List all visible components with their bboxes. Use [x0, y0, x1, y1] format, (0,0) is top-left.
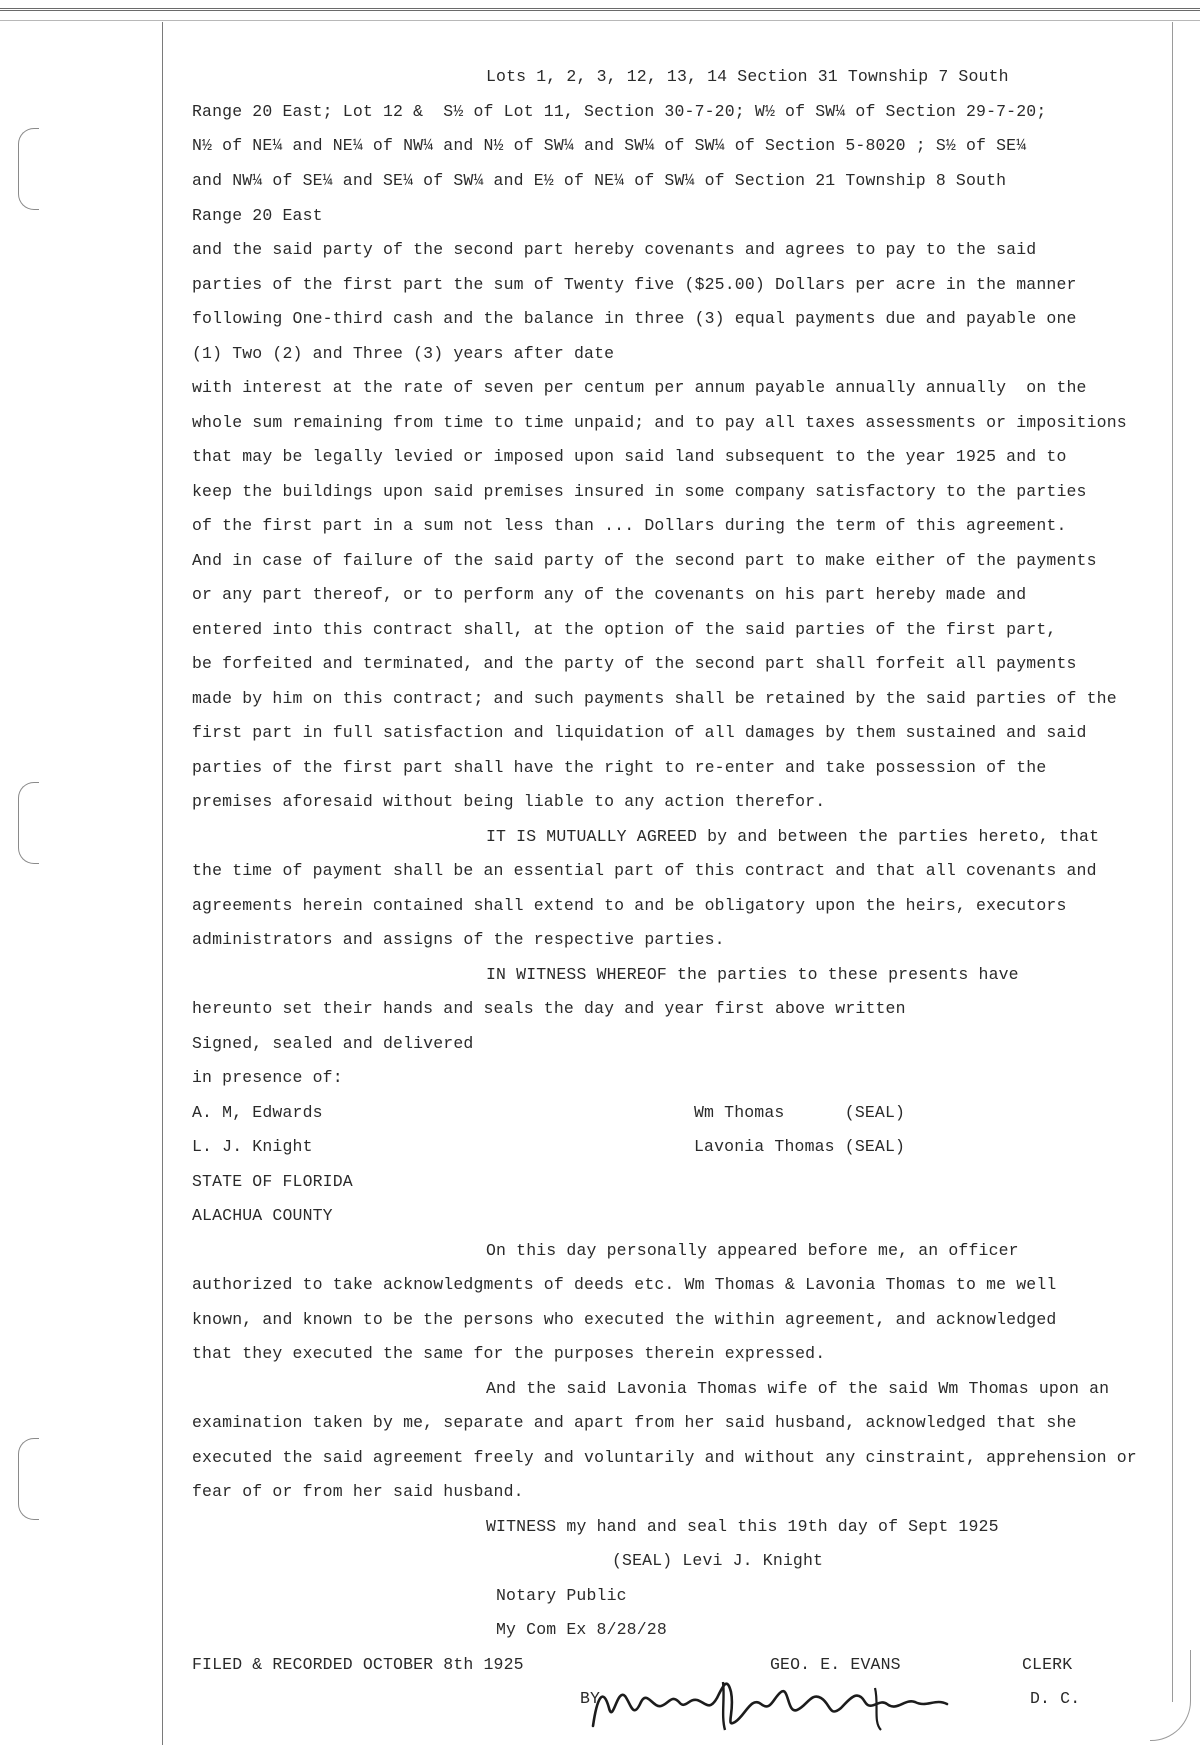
page-corner-curl: [1150, 1650, 1191, 1741]
text-line: and the said party of the second part hereby covenants and agrees to pay to the said: [192, 240, 1037, 259]
text-line: premises aforesaid without being liable to any action therefor.: [192, 792, 826, 811]
text-line: N½ of NE¼ and NE¼ of NW¼ and N½ of SW¼ and SW¼ of SW¼ of Section 5-8020 ; S½ of SE¼: [192, 136, 1027, 155]
text-line: following One-third cash and the balance in three (3) equal payments due and payable one: [192, 309, 1077, 328]
text-line: fear of or from her said husband.: [192, 1482, 524, 1501]
text-line: Lavonia Thomas (SEAL): [694, 1137, 906, 1156]
text-line: whole sum remaining from time to time unpaid; and to pay all taxes assessments or impositions: [192, 413, 1127, 432]
text-line: And the said Lavonia Thomas wife of the said Wm Thomas upon an: [486, 1379, 1110, 1398]
text-line: that may be legally levied or imposed upon said land subsequent to the year 1925 and to: [192, 447, 1067, 466]
text-line: parties of the first part shall have the right to re-enter and take possession of the: [192, 758, 1047, 777]
text-line: be forfeited and terminated, and the party of the second part shall forfeit all payments: [192, 654, 1077, 673]
text-line: made by him on this contract; and such payments shall be retained by the said parties of the: [192, 689, 1117, 708]
text-line: (SEAL) Levi J. Knight: [612, 1551, 824, 1570]
handwritten-signature: [575, 1668, 975, 1738]
text-line: CLERK: [1022, 1655, 1073, 1674]
text-line: IT IS MUTUALLY AGREED by and between the parties hereto, that: [486, 827, 1100, 846]
text-line: BY: [580, 1689, 601, 1708]
text-line: Signed, sealed and delivered: [192, 1034, 474, 1053]
text-line: authorized to take acknowledgments of deeds etc. Wm Thomas & Lavonia Thomas to me well: [192, 1275, 1057, 1294]
text-line: On this day personally appeared before me, an officer: [486, 1241, 1019, 1260]
text-line: executed the said agreement freely and voluntarily and without any cinstraint, apprehension or: [192, 1448, 1137, 1467]
text-line: Range 20 East: [192, 206, 323, 225]
text-line: My Com Ex 8/28/28: [496, 1620, 667, 1639]
text-line: A. M, Edwards: [192, 1103, 323, 1122]
text-line: hereunto set their hands and seals the day and year first above written: [192, 999, 906, 1018]
text-line: WITNESS my hand and seal this 19th day of Sept 1925: [486, 1517, 999, 1536]
text-line: agreements herein contained shall extend to and be obligatory upon the heirs, executors: [192, 896, 1067, 915]
text-line: Wm Thomas (SEAL): [694, 1103, 906, 1122]
text-line: (1) Two (2) and Three (3) years after date: [192, 344, 615, 363]
text-line: the time of payment shall be an essential part of this contract and that all covenants and: [192, 861, 1097, 880]
text-line: in presence of:: [192, 1068, 343, 1087]
text-line: administrators and assigns of the respective parties.: [192, 930, 725, 949]
text-line: Notary Public: [496, 1586, 627, 1605]
left-margin-rule: [162, 22, 163, 1745]
right-margin-rule: [1172, 22, 1173, 1702]
text-line: with interest at the rate of seven per centum per annum payable annually annually on the: [192, 378, 1087, 397]
text-line: keep the buildings upon said premises insured in some company satisfactory to the parties: [192, 482, 1087, 501]
text-line: L. J. Knight: [192, 1137, 313, 1156]
text-line: entered into this contract shall, at the option of the said parties of the first part,: [192, 620, 1057, 639]
text-line: And in case of failure of the said party of the second part to make either of the payments: [192, 551, 1097, 570]
text-line: STATE OF FLORIDA: [192, 1172, 353, 1191]
binder-hole-bottom: [18, 1438, 39, 1520]
text-line: known, and known to be the persons who executed the within agreement, and acknowledged: [192, 1310, 1057, 1329]
text-line: first part in full satisfaction and liquidation of all damages by them sustained and said: [192, 723, 1087, 742]
text-line: D. C.: [1030, 1689, 1081, 1708]
text-line: or any part thereof, or to perform any of the covenants on his part hereby made and: [192, 585, 1027, 604]
top-border-rule: [0, 8, 1200, 11]
binder-hole-top: [18, 128, 39, 210]
text-line: FILED & RECORDED OCTOBER 8th 1925: [192, 1655, 524, 1674]
top-border-rule-thin: [0, 20, 1200, 21]
text-line: and NW¼ of SE¼ and SE¼ of SW¼ and E½ of NE¼ of SW¼ of Section 21 Township 8 South: [192, 171, 1007, 190]
text-line: of the first part in a sum not less than ... Dollars during the term of this agreement.: [192, 516, 1067, 535]
text-line: Lots 1, 2, 3, 12, 13, 14 Section 31 Township 7 South: [486, 67, 1009, 86]
text-line: GEO. E. EVANS: [770, 1655, 901, 1674]
text-line: parties of the first part the sum of Twenty five ($25.00) Dollars per acre in the manner: [192, 275, 1077, 294]
binder-hole-middle: [18, 782, 39, 864]
text-line: that they executed the same for the purposes therein expressed.: [192, 1344, 826, 1363]
text-line: examination taken by me, separate and apart from her said husband, acknowledged that she: [192, 1413, 1077, 1432]
text-line: IN WITNESS WHEREOF the parties to these presents have: [486, 965, 1019, 984]
text-line: ALACHUA COUNTY: [192, 1206, 333, 1225]
text-line: Range 20 East; Lot 12 & S½ of Lot 11, Section 30-7-20; W½ of SW¼ of Section 29-7-20;: [192, 102, 1047, 121]
